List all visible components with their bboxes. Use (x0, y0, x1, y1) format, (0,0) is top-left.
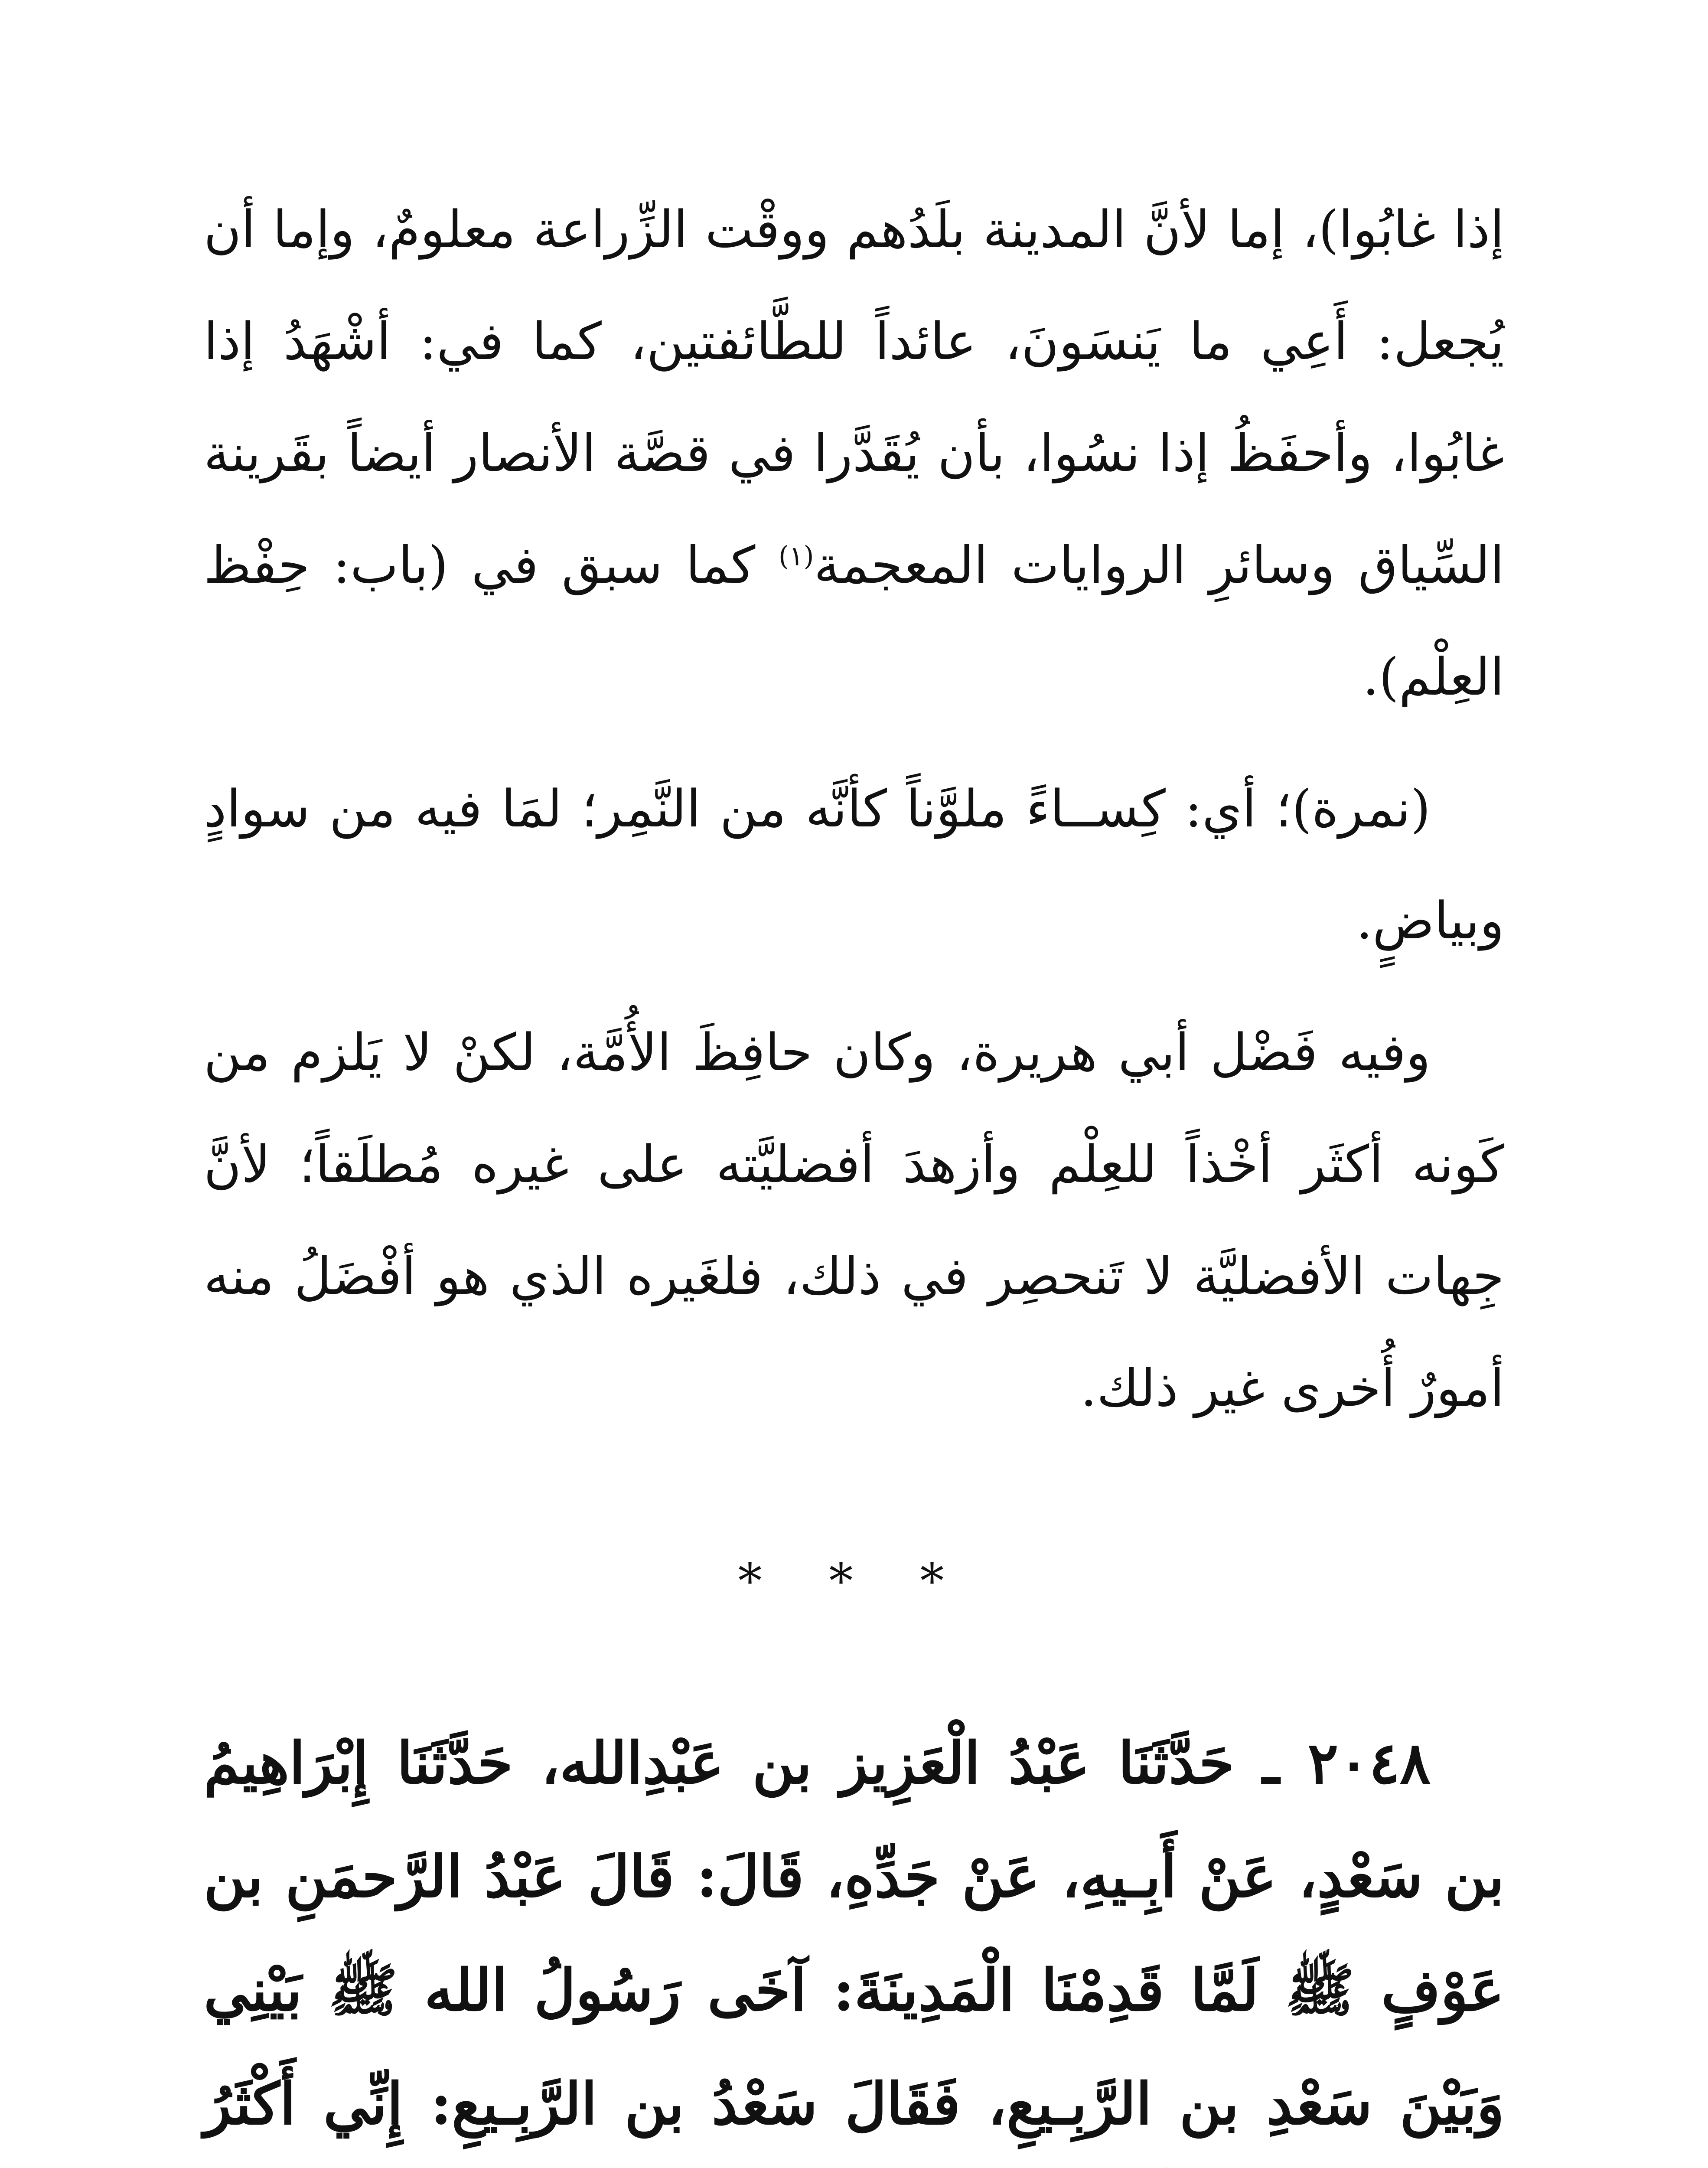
book-page (204, 173, 1504, 2168)
commentary-paragraph-1 (204, 173, 1504, 733)
hadith-number: ٢٠٤٨ ـ (1262, 1730, 1431, 1797)
commentary-p1-continuation: كما سبق في (باب: حِفْظ العِلْم). (204, 535, 1504, 707)
commentary-p1-text: إذا غابُوا)، إما لأنَّ المدينة بلَدُهم ووقْت الزِّراعة معلومٌ، وإما أن يُجعل: أَعِي ما يَنسَونَ، عائداً للطَّائفتين، كما في: أشْهَدُ إذا غابُوا، وأحفَظُ إذا نسُوا، بأن يُقَدَّرا في قصَّة الأنصار أيضاً بقَرينة السِّياق وسائرِ الروايات المعجمة (204, 199, 1505, 595)
section-separator: * * * (738, 1553, 970, 1609)
footnote-reference-1[interactable]: (١) (778, 540, 814, 572)
hadith-text: حَدَّثَنَا عَبْدُ الْعَزِيز بن عَبْدِالله، حَدَّثَنَا إِبْرَاهِيمُ بن سَعْدٍ، عَنْ أَبِـيهِ، عَنْ جَدِّهِ، قَالَ: قَالَ عَبْدُ الرَّحمَنِ بن عَوْفٍ ﷺ لَمَّا قَدِمْنَا الْمَدِينَةَ: آخَى رَسُولُ الله ﷺ بَيْنِي وَبَيْنَ سَعْدِ بن الرَّبِـيعِ، فَقَالَ سَعْدُ بن الرَّبِـيعِ: إِنِّي أَكْثَرُ (204, 1730, 1504, 2138)
commentary-paragraph-2: (نمرة)؛ أي: كِســاءً ملوَّناً كأنَّه من النَّمِر؛ لمَا فيه من سوادٍ وبياضٍ. (204, 779, 1504, 950)
hadith-2048 (204, 1707, 1504, 2168)
commentary-paragraph-3: وفيه فَضْل أبي هريرة، وكان حافِظَ الأُمَّة، لكنْ لا يَلزم من كَونه أكثَر أخْذاً للعِلْم وأزهدَ أفضليَّته على غيره مُطلَقاً؛ لأنَّ جِهات الأفضليَّة لا تَنحصِر في ذلك، فلغَيره الذي هو أفْضَلُ منه أمورٌ أُخرى غير ذلك. (204, 1022, 1504, 1418)
commentary-block (204, 173, 1504, 1444)
